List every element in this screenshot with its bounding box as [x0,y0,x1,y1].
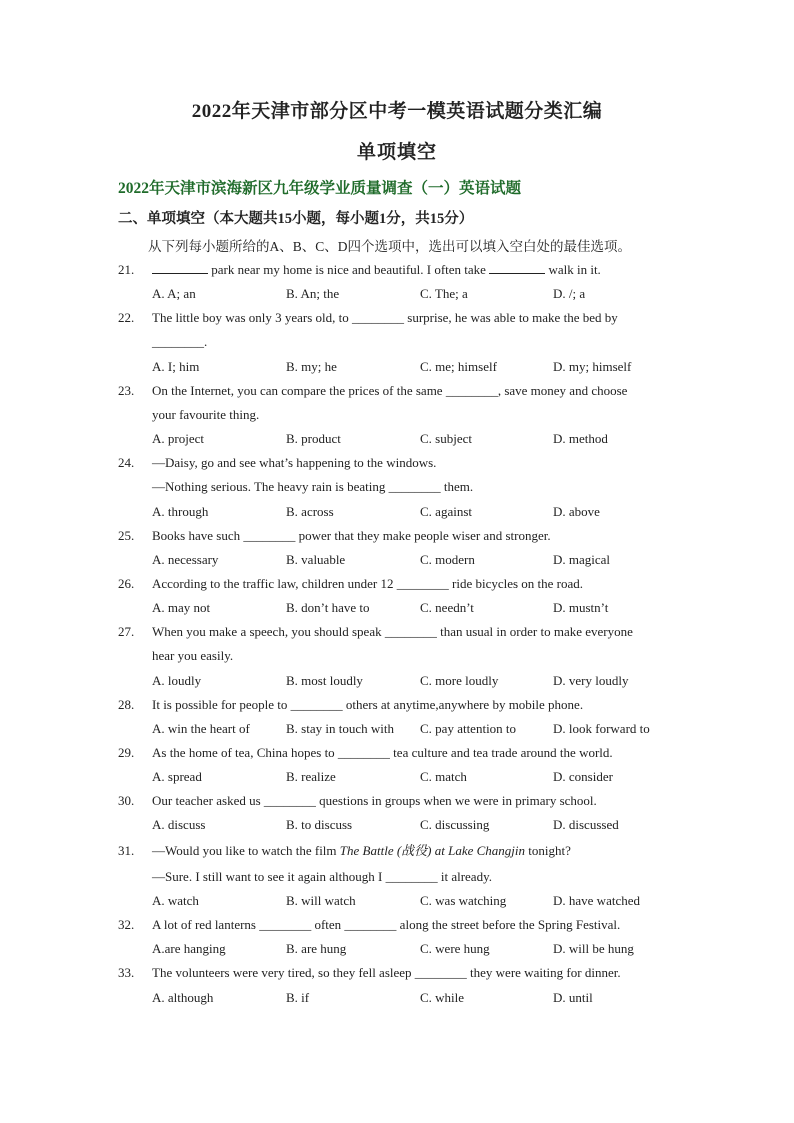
option-b: B. realize [286,769,336,784]
question-text: —Sure. I still want to see it again although I ________ it already. [152,869,492,884]
option-b: B. across [286,504,334,519]
option-a: A. loudly [152,673,202,688]
page-title: 2022年天津市部分区中考一模英语试题分类汇编 [191,101,603,122]
option-c: C. match [420,769,467,784]
option-b: B. valuable [286,552,346,567]
option-d: D. until [553,990,593,1005]
question-text: park near my home is nice and beautiful. I often take walk in it. [152,258,678,282]
question-text: Books have such ________ power that they make people wiser and stronger. [152,528,551,543]
question-text: Our teacher asked us ________ questions in groups when we were in primary school. [152,793,597,808]
option-b: B. most loudly [286,673,363,688]
section-title: 二、单项填空（本大题共15小题，每小题1分，共15分） [118,211,474,227]
question-number: 22. [118,310,135,325]
question-text: It is possible for people to ________ others at anytime,anywhere by mobile phone. [152,697,584,712]
option-b: B. product [286,431,341,446]
question-text: —Nothing serious. The heavy rain is beating ________ them. [152,479,474,494]
option-c: C. modern [420,552,475,567]
question-number: 31. [118,843,135,858]
exam-title: 2022年天津市滨海新区九年级学业质量调查（一）英语试题 [118,180,522,197]
film-title: The Battle (战役) at Lake Changjin [339,843,526,858]
question-number: 24. [118,455,135,470]
option-b: B. are hung [286,941,347,956]
option-b: B. my; he [286,359,337,374]
option-d: D. discussed [553,817,619,832]
question-number: 25. [118,528,135,543]
option-d: D. my; himself [553,359,632,374]
option-b: B. if [286,990,310,1005]
option-c: C. me; himself [420,359,497,374]
option-c: C. was watching [420,893,507,908]
option-a: A. through [152,504,209,519]
option-c: C. The; a [420,286,468,301]
question-number: 27. [118,624,135,639]
question-text: hear you easily. [152,648,234,663]
question-number: 26. [118,576,135,591]
answer-blank [152,261,208,274]
question-text: A lot of red lanterns ________ often ________ along the street before the Spring Festival. [152,917,621,932]
question-text: —Daisy, go and see what’s happening to the windows. [152,455,437,470]
question-text: When you make a speech, you should speak ________ than usual in order to make everyone [152,624,633,639]
question-text: According to the traffic law, children under 12 ________ ride bicycles on the road. [152,576,584,591]
option-d: D. look forward to [553,721,650,736]
question-number: 33. [118,965,135,980]
question-text: ________. [152,334,208,349]
option-a: A. I; him [152,359,200,374]
option-c: C. subject [420,431,472,446]
option-d: D. /; a [553,286,586,301]
answer-blank [489,261,545,274]
question-text: The little boy was only 3 years old, to ________ surprise, he was able to make the bed by [152,310,618,325]
question-text: —Would you like to watch the film The Battle (战役) at Lake Changjin tonight? [152,843,571,858]
question-number: 29. [118,745,135,760]
option-d: D. have watched [553,893,640,908]
option-b: B. An; the [286,286,340,301]
option-a: A. discuss [152,817,206,832]
option-a: A. win the heart of [152,721,250,736]
option-a: A. although [152,990,214,1005]
option-d: D. method [553,431,608,446]
option-d: D. magical [553,552,611,567]
option-a: A.are hanging [152,941,226,956]
option-a: A. project [152,431,204,446]
option-c: C. discussing [420,817,490,832]
option-b: B. don’t have to [286,600,370,615]
question-number: 30. [118,793,135,808]
option-a: A. necessary [152,552,219,567]
option-d: D. will be hung [553,941,634,956]
option-d: D. above [553,504,600,519]
instruction-text: 从下列每小题所给的A、B、C、D四个选项中，选出可以填入空白处的最佳选项。 [148,239,632,254]
question-text: The volunteers were very tired, so they fell asleep ________ they were waiting for dinner. [152,965,621,980]
question-text: On the Internet, you can compare the prices of the same ________, save money and choose [152,383,628,398]
option-c: C. against [420,504,472,519]
option-c: C. pay attention to [420,721,517,736]
option-c: C. needn’t [420,600,474,615]
question-number: 21. [118,262,135,277]
option-b: B. to discuss [286,817,353,832]
option-a: A. A; an [152,286,196,301]
option-d: D. mustn’t [553,600,609,615]
question-number: 23. [118,383,135,398]
question-number: 32. [118,917,135,932]
option-a: A. watch [152,893,199,908]
option-a: A. spread [152,769,202,784]
option-d: D. consider [553,769,613,784]
question-text: As the home of tea, China hopes to ________ tea culture and tea trade around the world. [152,745,613,760]
question-text: your favourite thing. [152,407,260,422]
question-number: 28. [118,697,135,712]
option-c: C. while [420,990,465,1005]
option-c: C. more loudly [420,673,499,688]
option-c: C. were hung [420,941,490,956]
option-b: B. will watch [286,893,356,908]
page-subtitle: 单项填空 [356,142,437,163]
option-d: D. very loudly [553,673,629,688]
option-a: A. may not [152,600,211,615]
option-b: B. stay in touch with [286,721,394,736]
